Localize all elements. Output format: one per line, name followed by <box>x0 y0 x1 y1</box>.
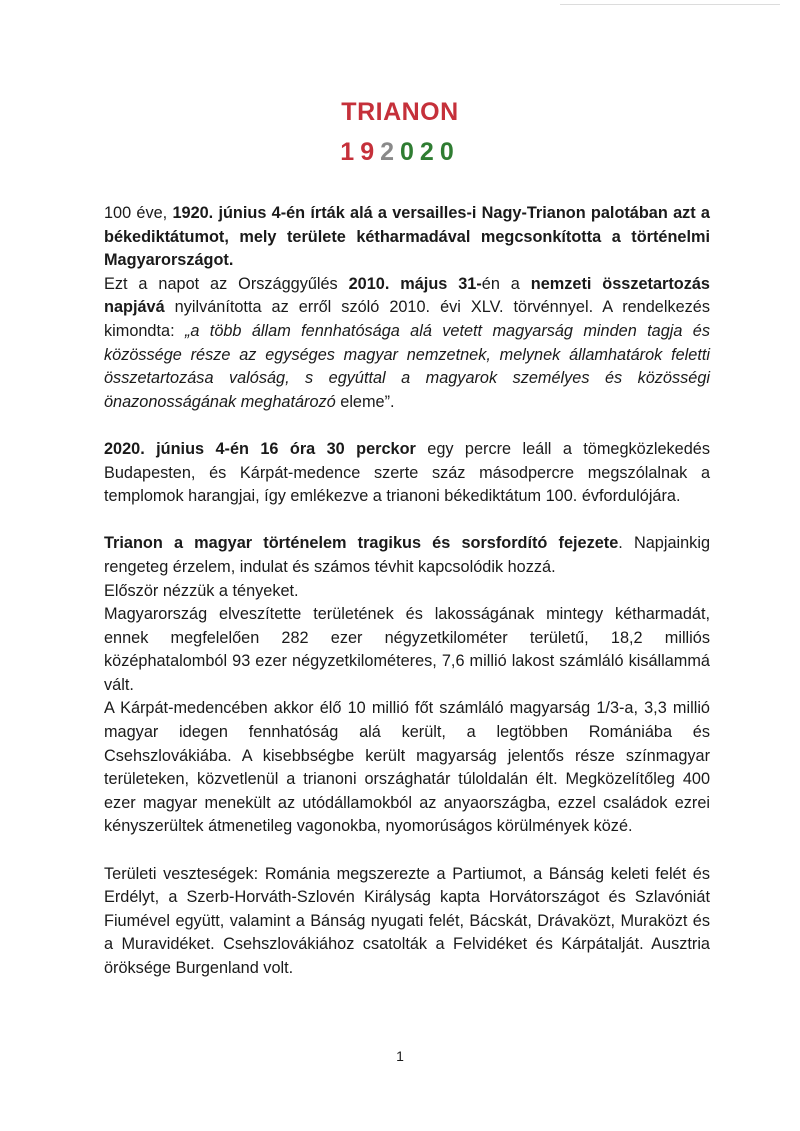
paragraph <box>104 532 710 579</box>
year-digit: 2 <box>419 138 440 166</box>
year-digit: 0 <box>400 138 420 166</box>
text-run: A Kárpát-medencében akkor élő 10 millió főt számláló magyarság 1/3-a, 3,3 millió magyar idegen fennhatóság alá került, a legtöbben Romániába és Csehszlovákiába. A kisebbségbe került magyarság jelentős része színmagyar területeken, közvetlenül a trianoni országhatár túloldalán élt. Megközelítőleg 400 ezer magyar menekült az utódállamokból az anyaországba, ezzel családok ezrei kényszerültek átmenetileg vagonokba, nyomorúságos körülmények közé. <box>104 699 710 836</box>
paragraph-gap <box>104 509 710 533</box>
bold-text: 1920. június 4-én írták alá a versailles-i Nagy-Trianon palotában azt a békediktátumot, mely területe kétharmadával megcsonkította a történelmi Magyarországot. <box>104 204 710 270</box>
year-digit: 2 <box>380 138 400 166</box>
bold-text: 2020. június 4-én 16 óra 30 perckor <box>104 439 416 458</box>
year-digit: 1 <box>340 138 361 166</box>
text-run: nyilvánította az erről szóló 2010. évi XLV. törvénnyel. A rendelkezés kimondta: <box>104 298 710 340</box>
paragraph <box>104 603 710 697</box>
text-run: Ezt a napot az Országgyűlés <box>104 274 349 293</box>
italic-quote: „a több állam fennhatósága alá vetett magyarság minden tagja és közössége része az egységes magyar nemzetnek, melynek államhatárok feletti összetartozása valóság, s egyúttal a magyarok személyes és közösségi önazonosságának meghatározó <box>104 321 710 411</box>
paragraph <box>104 697 710 839</box>
bold-text: 2010. május 31- <box>348 274 482 293</box>
paragraph-gap <box>104 839 710 863</box>
paragraph <box>104 202 710 273</box>
text-run: egy percre leáll a tömegközlekedés Budapesten, és Kárpát-medence szerte száz másodpercre megszólalnak a templomok harangjai, így emlékezve a trianoni békediktátum 100. évfordulójára. <box>104 439 710 506</box>
year-digit: 9 <box>360 138 381 166</box>
scan-artifact-line <box>560 4 780 5</box>
text-run: 100 éve, <box>104 204 173 222</box>
paragraph <box>104 438 710 509</box>
bold-text: Trianon a magyar történelem tragikus és sorsfordító fejezete <box>104 534 619 553</box>
year-heading <box>0 138 800 167</box>
text-run: Először nézzük a tényeket. <box>104 581 299 600</box>
text-run: én a <box>481 274 531 293</box>
body-text <box>104 202 710 981</box>
text-run: Magyarország elveszítette területének és lakosságának mintegy kétharmadát, ennek megfelelően 282 ezer négyzetkilométer területű, 18,2 milliós középhatalomból 93 ezer négyzetkilométeres, 7,6 millió lakost számláló kisállammá vált. <box>104 605 710 694</box>
paragraph <box>104 273 710 415</box>
page-number: 1 <box>396 1048 404 1064</box>
text-run: eleme”. <box>335 392 395 411</box>
paragraph-gap <box>104 414 710 438</box>
text-run: . Napjainkig rengeteg érzelem, indulat és számos tévhit kapcsolódik hozzá. <box>104 534 710 576</box>
text-run: Területi veszteségek: Románia megszerezte a Partiumot, a Bánság keleti felét és Erdélyt, a Szerb-Horváth-Szlovén Királyság kapta Horvátországot és Szlavóniát Fiumével együtt, valamint a Bánság nyugati felét, Bácskát, Drávaközt, Muraközt és a Muravidéket. Csehszlovákiához csatolták a Felvidéket és Kárpátalját. Ausztria öröksége Burgenland volt. <box>104 864 710 977</box>
paragraph <box>104 580 710 604</box>
paragraph <box>104 863 710 981</box>
page-title: TRIANON <box>341 98 459 126</box>
year-digit: 0 <box>439 138 460 166</box>
bold-text: nemzeti összetartozás napjává <box>104 274 710 317</box>
